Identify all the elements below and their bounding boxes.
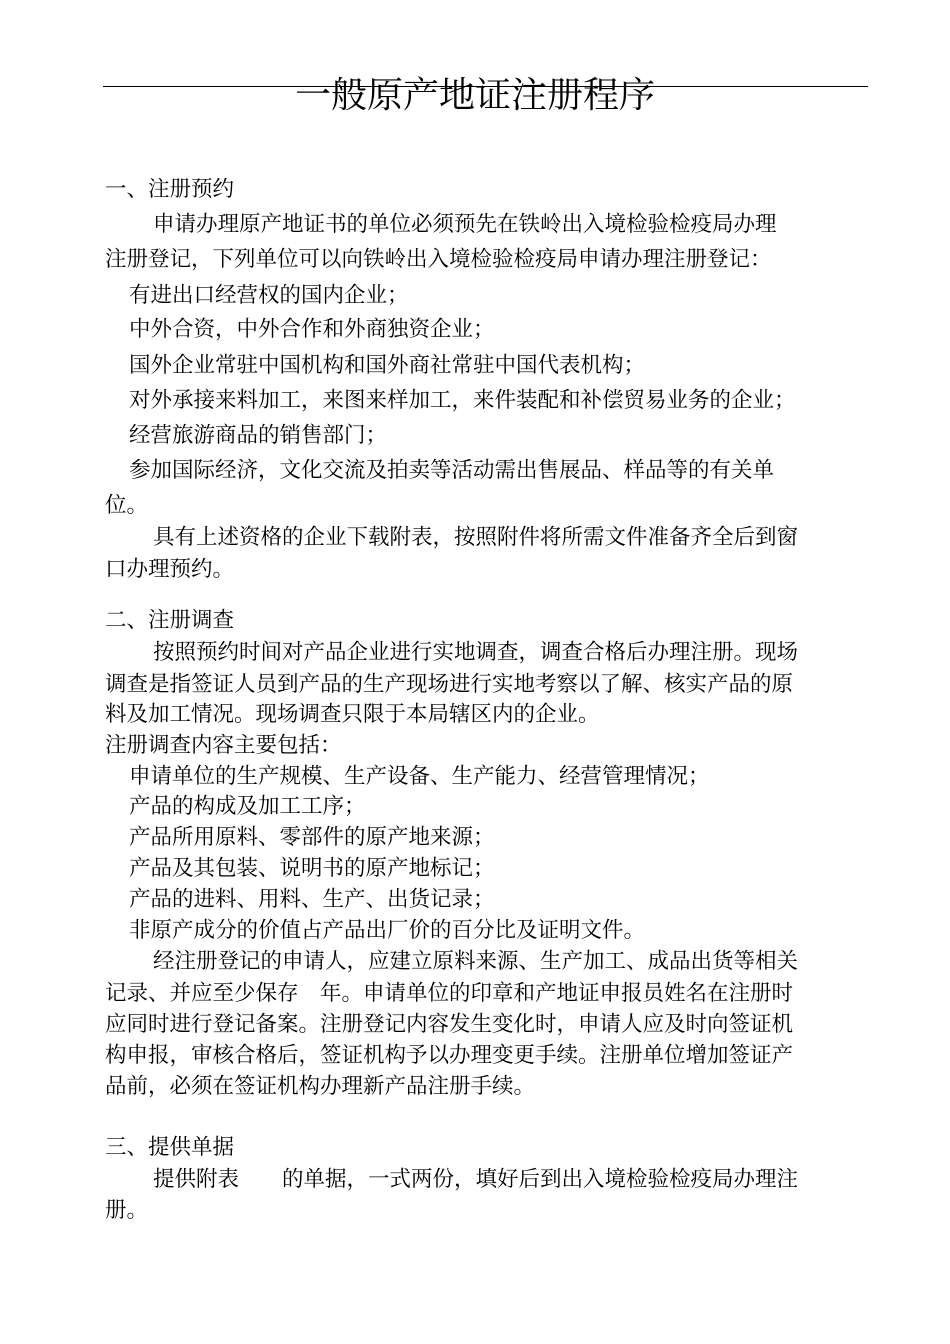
s2-paragraph-2-line-3: 应同时进行登记备案。注册登记内容发生变化时，申请人应及时向签证机 <box>105 1012 794 1037</box>
s1-list-item-continuation: 位。 <box>105 493 149 518</box>
s2-list-item: 产品所用原料、零部件的原产地来源； <box>129 825 495 850</box>
s3-paragraph-1-line-1: 提供附表 的单据，一式两份，填好后到出入境检验检疫局办理注 <box>153 1167 799 1192</box>
s2-paragraph-1-line-2: 调查是指签证人员到产品的生产现场进行实地考察以了解、核实产品的原 <box>105 672 794 697</box>
page-title: 一般原产地证注册程序 <box>294 75 655 116</box>
s1-paragraph-2-line-1: 具有上述资格的企业下载附表，按照附件将所需文件准备齐全后到窗 <box>153 525 799 550</box>
s3-paragraph-1-line-2: 册。 <box>105 1198 149 1223</box>
s1-list-item: 参加国际经济，文化交流及拍卖等活动需出售展品、样品等的有关单 <box>129 458 775 483</box>
section-2-heading: 二、注册调查 <box>105 608 235 633</box>
s1-list-item: 对外承接来料加工，来图来样加工，来件装配和补偿贸易业务的企业； <box>129 388 796 413</box>
s2-paragraph-1-line-1: 按照预约时间对产品企业进行实地调查，调查合格后办理注册。现场 <box>153 640 799 665</box>
s1-paragraph-2-line-2: 口办理预约。 <box>105 557 235 582</box>
s1-list-item: 中外合资，中外合作和外商独资企业； <box>129 317 495 342</box>
s2-paragraph-2-line-5: 品前，必须在签证机构办理新产品注册手续。 <box>105 1074 536 1099</box>
s2-list-item: 申请单位的生产规模、生产设备、生产能力、经营管理情况； <box>129 764 710 789</box>
s2-list-item: 产品的构成及加工工序； <box>129 794 366 819</box>
section-3-heading: 三、提供单据 <box>105 1135 235 1160</box>
s1-list-item: 有进出口经营权的国内企业； <box>129 283 409 308</box>
s2-paragraph-2-line-2: 记录、并应至少保存 年。申请单位的印章和产地证申报员姓名在注册时 <box>105 981 794 1006</box>
s2-paragraph-2-line-1: 经注册登记的申请人，应建立原料来源、生产加工、成品出货等相关 <box>153 949 799 974</box>
s1-list-item: 经营旅游商品的销售部门； <box>129 423 388 448</box>
s2-list-intro: 注册调查内容主要包括： <box>105 733 342 758</box>
section-1-heading: 一、注册预约 <box>105 177 235 202</box>
s1-paragraph-1-line-1: 申请办理原产地证书的单位必须预先在铁岭出入境检验检疫局办理 <box>153 212 777 237</box>
s1-list-item: 国外企业常驻中国机构和国外商社常驻中国代表机构； <box>129 353 646 378</box>
s1-paragraph-1-line-2: 注册登记，下列单位可以向铁岭出入境检验检疫局申请办理注册登记： <box>105 247 772 272</box>
s2-list-item: 产品及其包装、说明书的原产地标记； <box>129 856 495 881</box>
s2-list-item: 非原产成分的价值占产品出厂价的百分比及证明文件。 <box>129 918 646 943</box>
s2-list-item: 产品的进料、用料、生产、出货记录； <box>129 887 495 912</box>
s2-paragraph-2-line-4: 构申报，审核合格后，签证机构予以办理变更手续。注册单位增加签证产 <box>105 1043 794 1068</box>
s2-paragraph-1-line-3: 料及加工情况。现场调查只限于本局辖区内的企业。 <box>105 702 600 727</box>
